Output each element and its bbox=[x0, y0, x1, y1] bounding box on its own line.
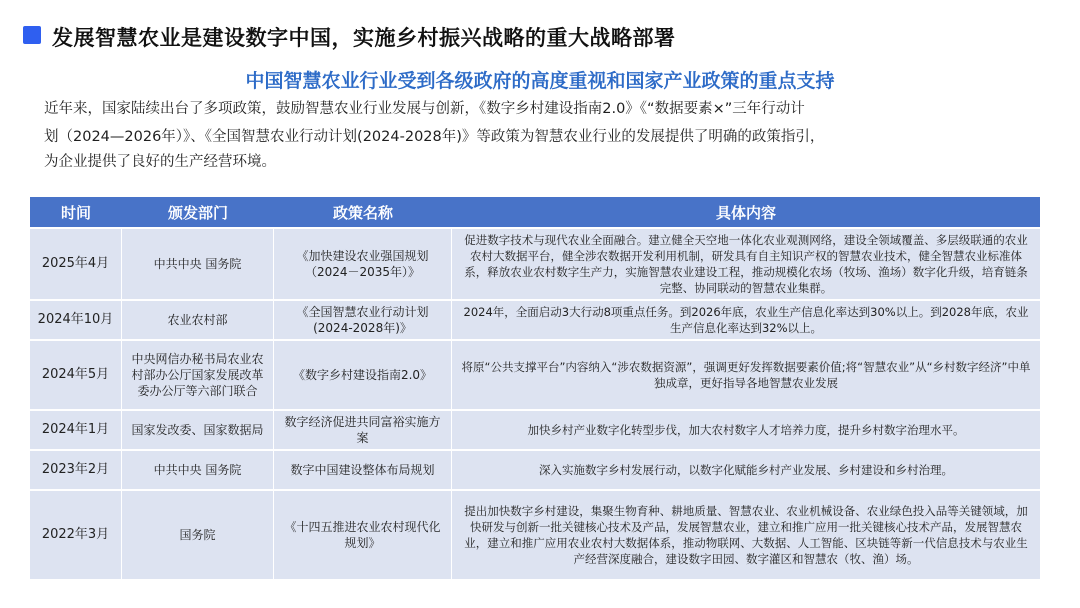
cell-date: 2024年1月 bbox=[30, 411, 122, 449]
title-marker bbox=[23, 26, 41, 44]
cell-content: 促进数字技术与现代农业全面融合。建立健全天空地一体化农业观测网络，建设全领域覆盖、多层级联通的农业农村大数据平台，健全涉农数据开发利用机制，研发具有自主知识产权的智慧农业技术，健全智慧农业标准体系，释放农业农村数字生产力，实施智慧农业建设工程，推动规模化农场（牧场、渔场）数字化升级，培育链条完整、协同联动的智慧农业集群。 bbox=[452, 229, 1040, 299]
cell-content: 加快乡村产业数字化转型步伐，加大农村数字人才培养力度，提升乡村数字治理水平。 bbox=[452, 411, 1040, 449]
cell-content: 提出加快数字乡村建设，集聚生物育种、耕地质量、智慧农业、农业机械设备、农业绿色投入品等关键领域，加快研发与创新一批关键核心技术及产品，发展智慧农业，建立和推广应用一批关键核心技术产品，发展智慧农业，建立和推广应用农业农村大数据体系，推动物联网、大数据、人工智能、区块链等新一代信息技术与农业生产经营深度融合，建设数字田园、数字灌区和智慧农（牧、渔）场。 bbox=[452, 491, 1040, 579]
intro-line: 为企业提供了良好的生产经营环境。 bbox=[44, 154, 276, 170]
cell-content: 2024年，全面启动3大行动8项重点任务。到2026年底，农业生产信息化率达到30%以上。到2028年底，农业生产信息化率达到32%以上。 bbox=[452, 301, 1040, 339]
cell-date: 2025年4月 bbox=[30, 229, 122, 299]
cell-policy-name: 数字经济促进共同富裕实施方案 bbox=[274, 411, 452, 449]
cell-dept: 中央网信办秘书局农业农村部办公厅国家发展改革委办公厅等六部门联合 bbox=[122, 341, 274, 409]
cell-dept: 国家发改委、国家数据局 bbox=[122, 411, 274, 449]
page-title: 发展智慧农业是建设数字中国，实施乡村振兴战略的重大战略部署 bbox=[52, 26, 676, 50]
policy-table bbox=[30, 195, 1040, 581]
header-content: 具体内容 bbox=[452, 197, 1040, 227]
cell-dept: 中共中央 国务院 bbox=[122, 451, 274, 489]
cell-policy-name: 《加快建设农业强国规划（2024－2035年）》 bbox=[274, 229, 452, 299]
intro-paragraph bbox=[44, 97, 1034, 175]
header-time: 时间 bbox=[30, 197, 122, 227]
cell-content: 将原“公共支撑平台”内容纳入“涉农数据资源”，强调更好发挥数据要素价值;将“智慧农业”从“乡村数字经济”中单独成章，更好指导各地智慧农业发展 bbox=[452, 341, 1040, 409]
table-row bbox=[30, 229, 1040, 299]
header-department: 颁发部门 bbox=[122, 197, 274, 227]
cell-dept: 农业农村部 bbox=[122, 301, 274, 339]
cell-date: 2022年3月 bbox=[30, 491, 122, 579]
table-header-row bbox=[30, 197, 1040, 227]
cell-date: 2024年10月 bbox=[30, 301, 122, 339]
cell-date: 2023年2月 bbox=[30, 451, 122, 489]
cell-policy-name: 《十四五推进农业农村现代化规划》 bbox=[274, 491, 452, 579]
intro-line: 近年来，国家陆续出台了多项政策，鼓励智慧农业行业发展与创新，《数字乡村建设指南2.0》《“数据要素×”三年行动计 bbox=[44, 101, 805, 117]
table-row bbox=[30, 341, 1040, 409]
table-row bbox=[30, 301, 1040, 339]
cell-policy-name: 数字中国建设整体布局规划 bbox=[274, 451, 452, 489]
cell-dept: 中共中央 国务院 bbox=[122, 229, 274, 299]
cell-dept: 国务院 bbox=[122, 491, 274, 579]
cell-content: 深入实施数字乡村发展行动，以数字化赋能乡村产业发展、乡村建设和乡村治理。 bbox=[452, 451, 1040, 489]
table-row bbox=[30, 411, 1040, 449]
page-subtitle: 中国智慧农业行业受到各级政府的高度重视和国家产业政策的重点支持 bbox=[245, 70, 835, 92]
header-policy-name: 政策名称 bbox=[274, 197, 452, 227]
cell-policy-name: 《全国智慧农业行动计划(2024-2028年)》 bbox=[274, 301, 452, 339]
cell-policy-name: 《数字乡村建设指南2.0》 bbox=[274, 341, 452, 409]
intro-line: 划（2024—2026年）》、《全国智慧农业行动计划(2024-2028年)》等政策为智慧农业行业的发展提供了明确的政策指引， bbox=[44, 129, 825, 145]
cell-date: 2024年5月 bbox=[30, 341, 122, 409]
table-row bbox=[30, 451, 1040, 489]
table-row bbox=[30, 491, 1040, 579]
